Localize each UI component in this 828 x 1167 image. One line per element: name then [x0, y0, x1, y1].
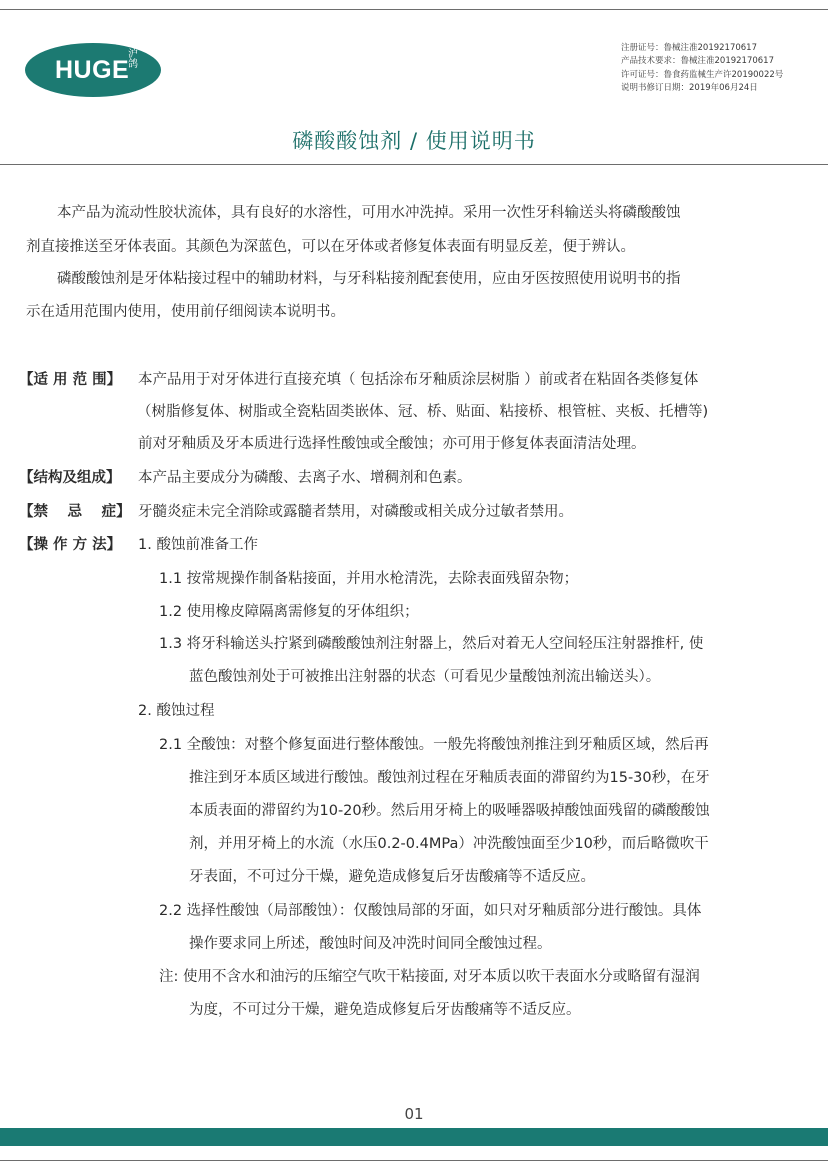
- composition-label: 【结构及组成】: [19, 470, 121, 486]
- document-title: 磷酸酸蚀剂 / 使用说明书: [292, 129, 536, 153]
- registration-info: [621, 42, 783, 95]
- page-number: 01: [404, 1105, 424, 1123]
- product-spec: 产品技术要求：鲁械注准20192170617: [621, 56, 774, 67]
- step2-title: 2. 酸蚀过程: [138, 703, 215, 719]
- intro-line-4: 示在适用范围内使用，使用前仔细阅读本说明书。: [26, 304, 345, 320]
- contraindication-text: 牙髓炎症未完全消除或露髓者禁用，对磷酸或相关成分过敏者禁用。: [138, 504, 573, 520]
- step2-1-line-2: 推注到牙本质区域进行酸蚀。酸蚀剂过程在牙釉质表面的滞留约为15-30秒，在牙: [189, 770, 710, 786]
- top-border: [0, 9, 828, 10]
- step2-1-line-4: 剂，并用牙椅上的水流（水压0.2-0.4MPa）冲洗酸蚀面至少10秒，而后略微吹干: [189, 836, 709, 852]
- step2-1-line-3: 本质表面的滞留约为10-20秒。然后用牙椅上的吸唾器吸掉酸蚀面残留的磷酸酸蚀: [189, 803, 710, 819]
- title-divider: [0, 164, 828, 165]
- footer-bar: [0, 1128, 828, 1146]
- note-line-2: 为度，不可过分干燥，避免造成修复后牙齿酸痛等不适反应。: [189, 1002, 581, 1018]
- registration-number: 注册证号：鲁械注准20192170617: [621, 43, 757, 53]
- step2-1-line-5: 牙表面，不可过分干燥，避免造成修复后牙齿酸痛等不适反应。: [189, 869, 595, 885]
- logo-cn-text: [125, 50, 141, 70]
- step1-3-line-2: 蓝色酸蚀剂处于可被推出注射器的状态（可看见少量酸蚀剂流出输送头）。: [189, 669, 661, 685]
- step1-3-line-1: 1.3 将牙科输送头拧紧到磷酸酸蚀剂注射器上，然后对着无人空间轻压注射器推杆, 使: [159, 636, 704, 652]
- step2-2-line-2: 操作要求同上所述，酸蚀时间及冲洗时间同全酸蚀过程。: [189, 936, 552, 952]
- note-line-1: 注: 使用不含水和油污的压缩空气吹干粘接面, 对牙本质以吹干表面水分或略留有湿润: [159, 969, 700, 985]
- step2-2-line-1: 2.2 选择性酸蚀（局部酸蚀）：仅酸蚀局部的牙面，如只对牙釉质部分进行酸蚀。具体: [159, 903, 702, 919]
- huge-logo: [25, 43, 161, 97]
- logo-brand-text: HUGE: [55, 56, 130, 84]
- scope-label: 【适 用 范 围】: [19, 372, 122, 388]
- revision-date: 说明书修订日期：2019年06月24日: [621, 82, 758, 93]
- scope-line-1: 本产品用于对牙体进行直接充填（ 包括涂布牙釉质涂层树脂 ）前或者在粘固各类修复体: [138, 372, 699, 388]
- intro-line-3: 磷酸酸蚀剂是牙体粘接过程中的辅助材料，与牙科粘接剂配套使用，应由牙医按照使用说明书的指: [57, 271, 681, 287]
- step1-1: 1.1 按常规操作制备粘接面，并用水枪清洗，去除表面残留杂物；: [159, 571, 579, 587]
- composition-text: 本产品主要成分为磷酸、去离子水、增稠剂和色素。: [138, 470, 472, 486]
- bottom-border: [0, 1160, 828, 1161]
- logo-cn-char-1: 沪: [128, 49, 138, 60]
- scope-line-3: 前对牙釉质及牙本质进行选择性酸蚀或全酸蚀；亦可用于修复体表面清洁处理。: [138, 436, 646, 452]
- license-number: 许可证号：鲁食药监械生产许20190022号: [621, 69, 784, 80]
- step2-1-line-1: 2.1 全酸蚀：对整个修复面进行整体酸蚀。一般先将酸蚀剂推注到牙釉质区域，然后再: [159, 737, 709, 753]
- intro-line-2: 剂直接推送至牙体表面。其颜色为深蓝色，可以在牙体或者修复体表面有明显反差，便于辨认。: [26, 239, 635, 255]
- scope-line-2: （树脂修复体、树脂或全瓷粘固类嵌体、冠、桥、贴面、粘接桥、根管桩、夹板、托槽等): [137, 404, 709, 420]
- step1-title: 1. 酸蚀前准备工作: [138, 537, 258, 553]
- method-label: 【操 作 方 法】: [19, 537, 122, 553]
- intro-line-1: 本产品为流动性胶状流体，具有良好的水溶性，可用水冲洗掉。采用一次性牙科输送头将磷酸酸蚀: [57, 205, 681, 221]
- step1-2: 1.2 使用橡皮障隔离需修复的牙体组织；: [159, 604, 419, 620]
- contraindication-label: 【禁 忌 症】: [19, 504, 131, 520]
- logo-cn-char-2: 鸽: [128, 59, 138, 70]
